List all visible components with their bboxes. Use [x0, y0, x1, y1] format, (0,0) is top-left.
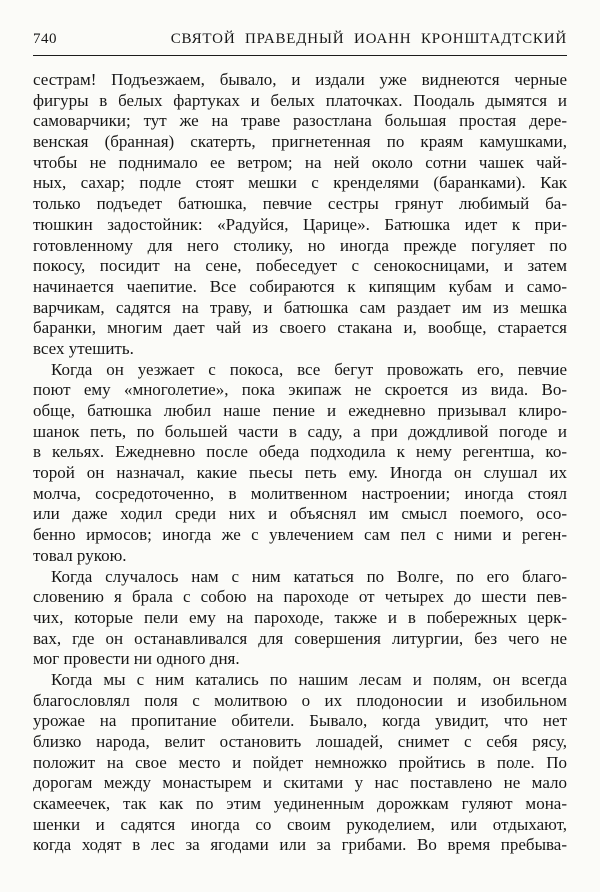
text-line: венская (бранная) скатерть, пригнетенная по краям камушками, — [33, 132, 567, 152]
text-line: готовленному для него столику, но иногда прежде погуляет по — [33, 235, 567, 255]
running-title: СВЯТОЙ ПРАВЕДНЫЙ ИОАНН КРОНШТАДТСКИЙ — [170, 31, 567, 47]
paragraph — [33, 360, 567, 567]
text-line: варчикам, садятся на траву, и батюшка сам раздает им из мешка — [33, 297, 567, 317]
text-line: словению я брала с собою на пароходе от четырех до шести пев- — [33, 587, 567, 607]
text-line: шанок петь, по большей части в саду, а при дождливой погоде и — [33, 421, 567, 441]
paragraph — [33, 567, 567, 670]
body-text — [33, 70, 567, 856]
text-line: урожае на пропитание обители. Бывало, когда увидит, что нет — [33, 711, 567, 731]
text-line: обще, батюшка любил наше пение и ежедневно призывал клиро- — [33, 401, 567, 420]
text-line: начинается чаепитие. Все собираются к кипящим кубам и само- — [33, 276, 567, 296]
text-line: в кельях. Ежедневно после обеда подходила к нему регентша, ко- — [33, 442, 567, 462]
text-line: тюшкин задостойник: «Радуйся, Царице». Батюшка идет к при- — [33, 214, 567, 234]
text-line: скамеечек, так как по этим уединенным дорожкам гуляют мона- — [33, 794, 567, 814]
text-line: только подъедет батюшка, певчие сестры грянут любимый ба- — [33, 194, 567, 214]
text-line: благословлял поля с молитвою о их плодоносии и изобильном — [33, 690, 567, 710]
text-line: молча, сосредоточенно, в молитвенном настроении; иногда стоял — [33, 483, 567, 503]
text-line: или даже ходил среди них и объяснял им смысл поемого, осо- — [33, 504, 567, 524]
text-line: положит на свое место и пойдет немножко пройтись в поле. По — [33, 752, 567, 772]
paragraph — [33, 670, 567, 856]
text-line: всех утешить. — [33, 338, 134, 358]
text-line: мог провести ни одного дня. — [33, 649, 240, 669]
text-line: когда ходят в лес за ягодами или за грибами. Во время пребыва- — [33, 835, 567, 855]
text-line: торой он назначал, какие пьесы петь ему. Иногда он слушал их — [33, 463, 567, 483]
text-line: Когда мы с ним катались по нашим лесам и полям, он всегда — [51, 669, 567, 689]
text-line: дорогам между монастырем и скитами у нас поставлено не мало — [33, 773, 567, 793]
text-line: покосу, посидит на сене, побеседует с сенокосницами, и затем — [33, 256, 567, 276]
text-line: близко народа, велит остановить лошадей, снимет с себя рясу, — [33, 732, 567, 751]
text-line: чтобы не поднимало ее ветром; на ней около сотни чашек чай- — [33, 152, 567, 172]
text-line: бенно ирмосов; иногда же с увлечением сам пел с ними и реген- — [33, 525, 567, 545]
text-line: баранки, многим дает чай из своего стакана и, вообще, старается — [33, 318, 567, 338]
text-line: сестрам! Подъезжаем, бывало, и издали уже виднеются черные — [33, 70, 567, 89]
page-number: 740 — [33, 31, 57, 47]
text-line: Когда случалось нам с ним кататься по Волге, по его благо- — [51, 566, 567, 586]
paragraph — [33, 70, 567, 360]
text-line: товал рукою. — [33, 545, 127, 565]
text-line: фигуры в белых фартуках и белых платочках. Поодаль дымятся и — [33, 90, 567, 110]
text-line: ных, сахар; подле стоят мешки с кренделями (баранками). Как — [33, 173, 567, 193]
text-line: самоварчики; тут же на траве разостлана большая простая дере- — [33, 111, 567, 131]
text-line: шенки и садятся иногда со своим рукоделием, или отдыхают, — [33, 814, 567, 834]
text-line: поют ему «многолетие», пока экипаж не скроется из вида. Во- — [33, 380, 567, 400]
text-line: чих, которые пели ему на пароходе, также и в побережных церк- — [33, 607, 567, 627]
text-line: Когда он уезжает с покоса, все бегут провожать его, певчие — [51, 359, 567, 379]
running-head — [33, 30, 567, 56]
text-line: вах, где он останавливался для совершения литургии, без чего не — [33, 628, 567, 648]
